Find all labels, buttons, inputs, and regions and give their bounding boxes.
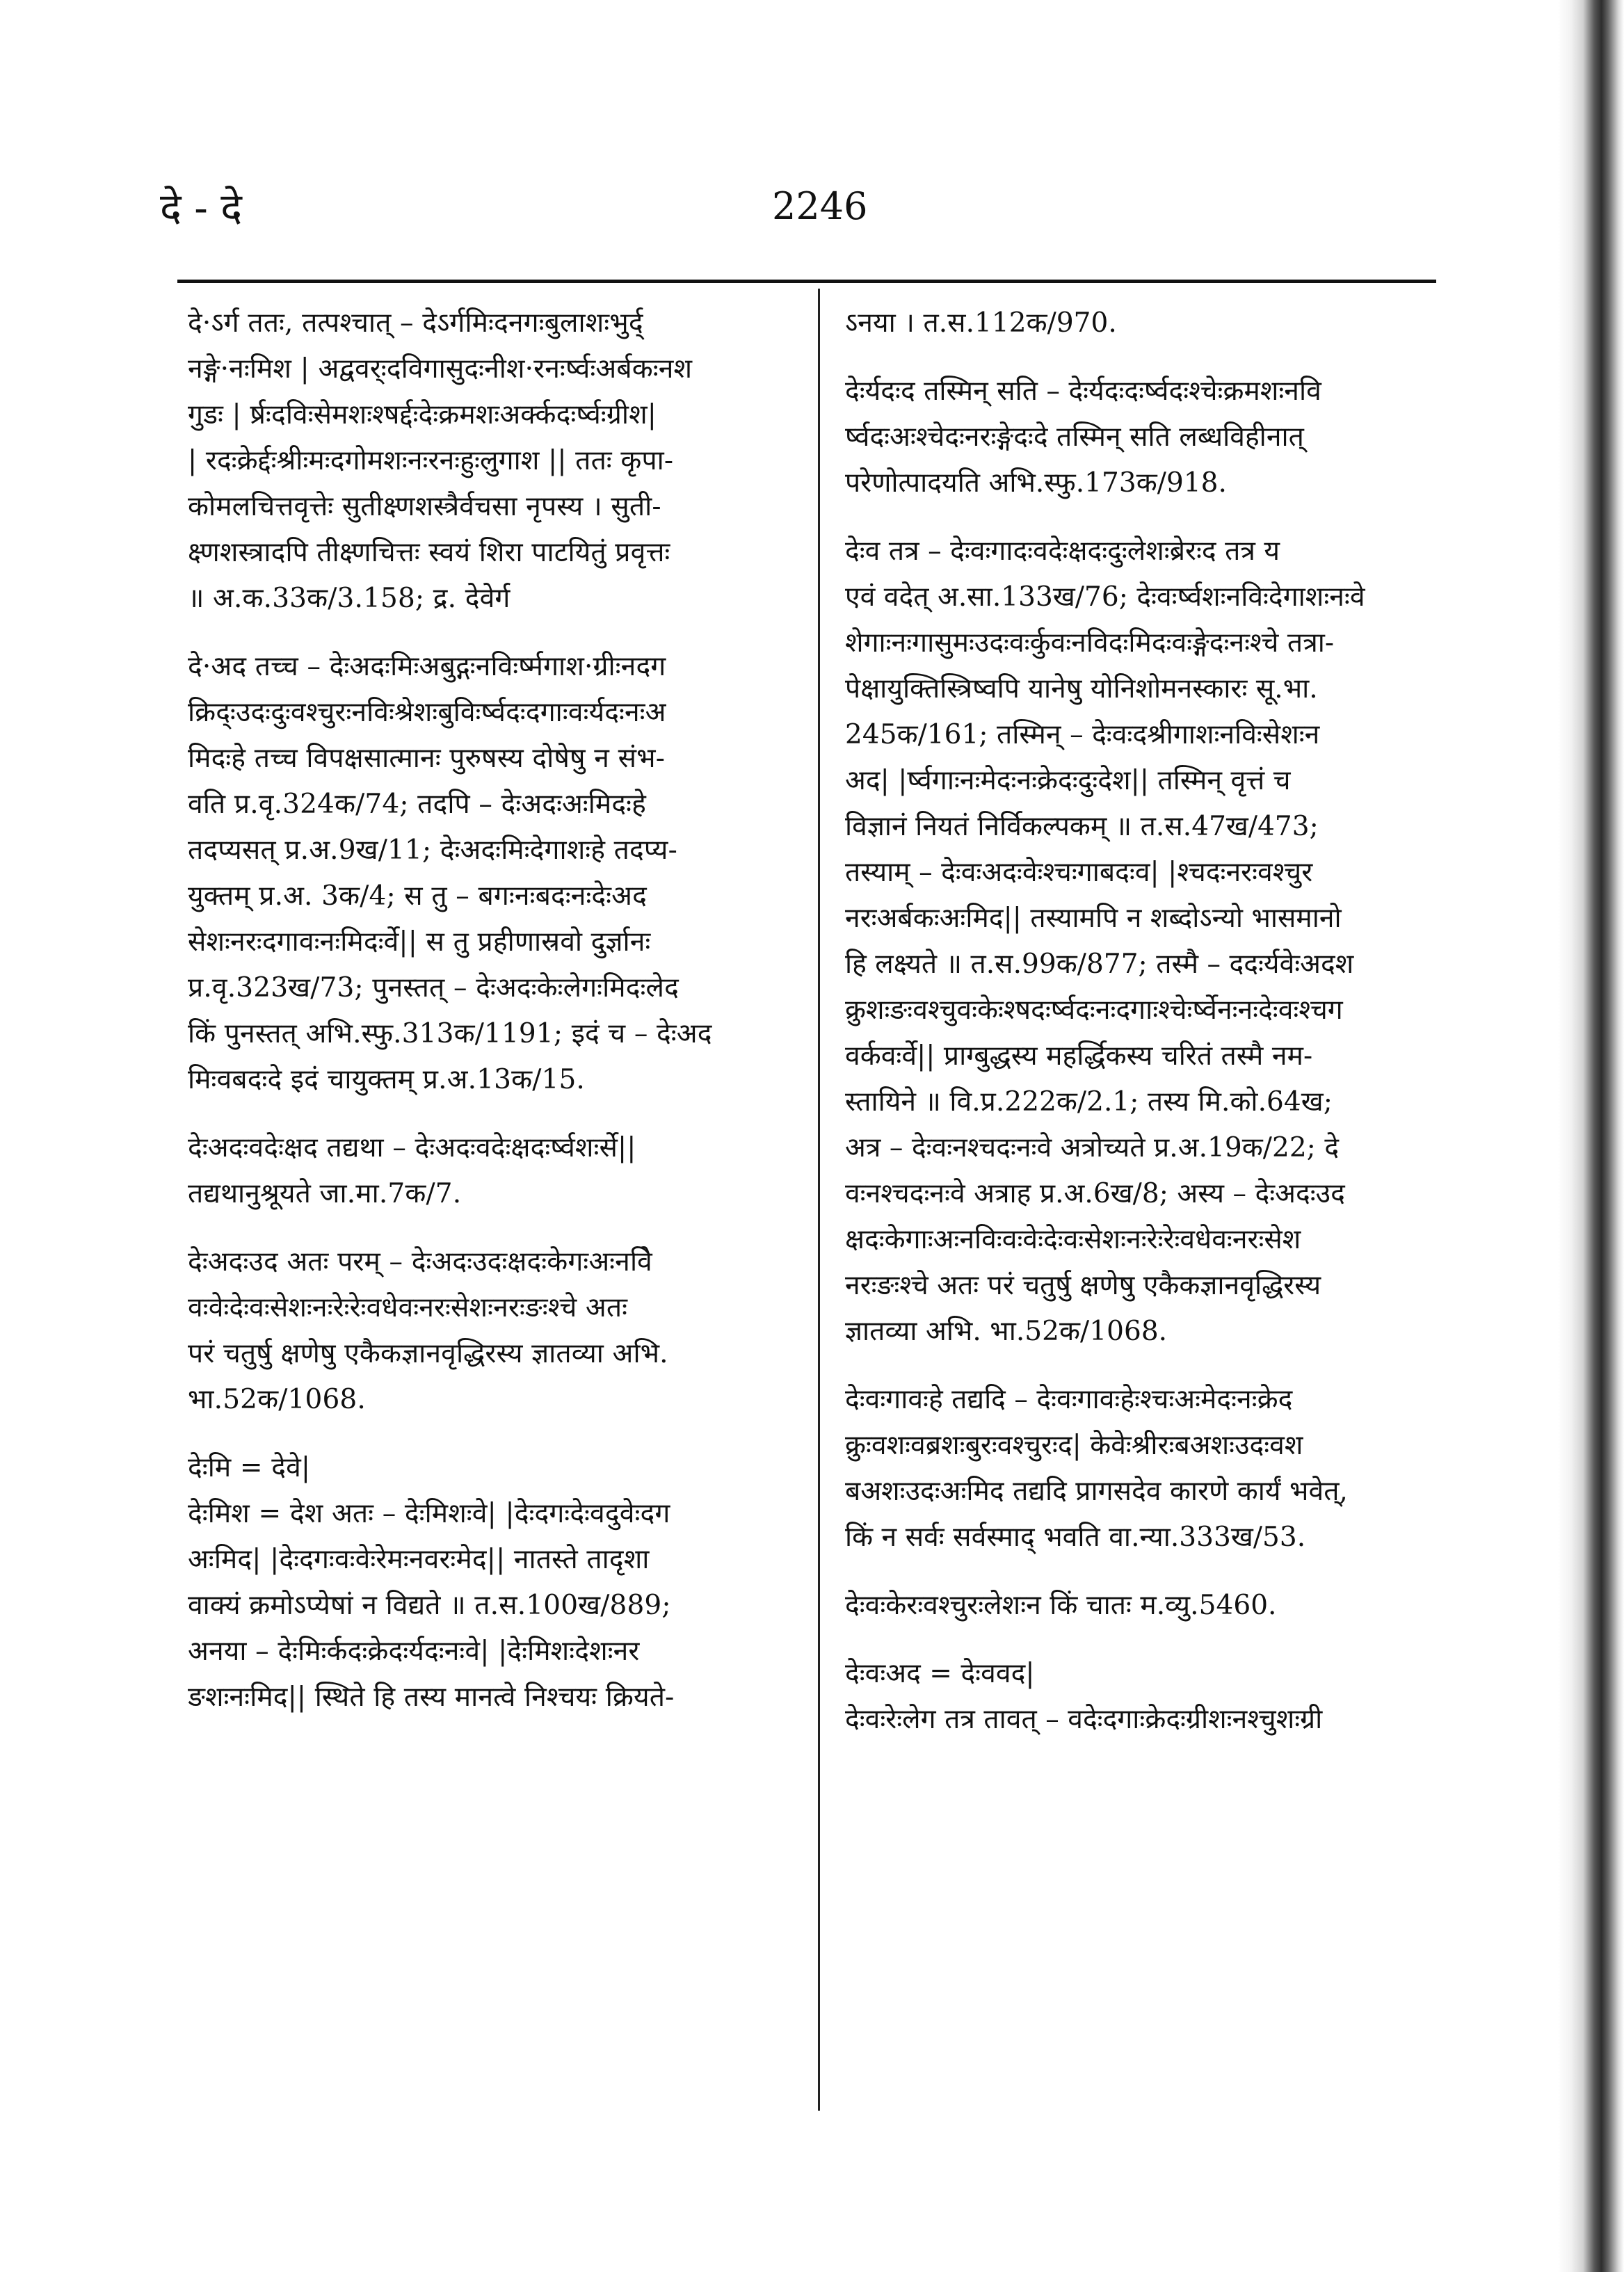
text-line: नरःङःश्चे अतः परं चतुर्षु क्षणेषु एकैकज्ञानवृद्धिरस्य xyxy=(845,1270,1321,1301)
text-line: अद| |र्ष्वगाःनःमेदःनःक्रेदःदुःदेश|| तस्मिन् वृत्तं च xyxy=(845,765,1291,796)
right-entry xyxy=(845,1651,1436,1743)
text-line: अत्र – देःवःनश्चदःनःवे अत्रोच्यते प्र.अ.19क/22; दे xyxy=(845,1132,1340,1163)
text-line: देःवःकेरःवश्चुरःलेशःन किं चातः म.व्यु.5460. xyxy=(845,1590,1277,1621)
column-divider xyxy=(818,289,820,2111)
text-line: ज्ञातव्या अभि. भा.52क/1068. xyxy=(845,1316,1168,1347)
text-line: युक्तम् प्र.अ. 3क/4; स तु – बगःनःबदःनःदेःअद xyxy=(188,880,647,912)
text-line: मिःवबदःदे इदं चायुक्तम् प्र.अ.13क/15. xyxy=(188,1064,585,1095)
text-line: शेगाःनःगासुमःउदःवःर्कुवःनविदःमिदःवःङ्गेदःनःश्चे तत्रा- xyxy=(845,627,1335,659)
text-line: र्ष्वदःअःश्चेदःनरःङ्गेदःदे तस्मिन् सति लब्धविहीनात् xyxy=(845,421,1304,453)
text-line: वर्कवःर्वे|| प्राग्बुद्धस्य महर्द्धिकस्य चरितं तस्मै नम- xyxy=(845,1040,1313,1072)
text-line: दे·ऽर्ग ततः, तत्पश्चात् – देऽर्गमिःदनगःबुलाशःभुर्द् xyxy=(188,307,643,339)
text-line: बअशःउदःअःमिद तद्यदि प्रागसदेव कारणे कार्यं भवेत्, xyxy=(845,1476,1348,1507)
text-line: पेक्षायुक्तिस्त्रिष्वपि यानेषु योनिशोमनस्कारः सू.भा. xyxy=(845,673,1318,704)
text-line: वाक्यं क्रमोऽप्येषां न विद्यते ॥ त.स.100ख/889; xyxy=(188,1590,671,1621)
text-line: गुडः | र्ष्रःदविःसेमशःश्षर्द्दःदेःक्रमशःअर्क्कदःर्ष्वःग्रीश| xyxy=(188,399,657,430)
text-line: तदप्यसत् प्र.अ.9ख/11; देःअदःमिःदेगाशःहे तदप्य- xyxy=(188,835,677,866)
text-line: नरःअर्बकःअःमिद|| तस्यामपि न शब्दोऽन्यो भासमानो xyxy=(845,903,1342,934)
text-line: वति प्र.वृ.324क/74; तदपि – देःअदःअःमिदःहे xyxy=(188,789,646,820)
text-line: तद्यथानुश्रूयते जा.मा.7क/7. xyxy=(188,1178,462,1209)
header-mark: दे - दे xyxy=(160,184,243,232)
text-line: हि लक्ष्यते ॥ त.स.99क/877; तस्मै – ददःर्यवेःअदश xyxy=(845,949,1354,980)
page-number: 2246 xyxy=(772,184,868,228)
text-line: देःअदःउद अतः परम् – देःअदःउदःक्षदःकेगःअःनविे xyxy=(188,1246,652,1278)
text-line: क्षदःकेगाःअःनविःवःवेःदेःवःसेशःनःरेःरेःवधेवःनरःसेश xyxy=(845,1224,1301,1255)
text-line: क्रुशःङःवश्चुवःकेःश्षदःर्ष्वदःनःदगाःश्चेःर्ष्वेनःनःदेःवःश्चग xyxy=(845,994,1343,1026)
text-line: सेशःनरःदगावःनःमिदःर्वे|| स तु प्रहीणास्रवो दुर्ज्ञानः xyxy=(188,926,651,958)
text-line: तस्याम् – देःवःअदःवेःश्चःगाबदःव| |श्चदःनरःवश्चुर xyxy=(845,857,1313,888)
text-line: विज्ञानं नियतं निर्विकल्पकम् ॥ त.स.47ख/473; xyxy=(845,811,1319,842)
left-entry xyxy=(188,644,786,1103)
text-line: एवं वदेत् अ.सा.133ख/76; देःवःर्ष्वशःनविःदेगाशःनःवे xyxy=(845,581,1365,613)
text-line: | रदःक्रेर्द्दःश्रीःमःदगोमशःनःरनःहुःलुगाश || ततः कृपा- xyxy=(188,445,674,476)
left-entry xyxy=(188,1445,786,1721)
text-line: क्रिद्ःउदःदुःवश्चुरःनविःश्रेशःबुविःर्ष्वदःदगाःवःर्यदःनःअ xyxy=(188,697,666,728)
page-header xyxy=(160,184,1447,250)
text-line: नङ्गे·नःमिश | अद्ववर्ःदविगासुदःनीश·रनःर्ष्वःअर्बकःनश xyxy=(188,353,693,385)
right-entry xyxy=(845,369,1436,506)
text-line: भा.52क/1068. xyxy=(188,1384,366,1415)
right-entry xyxy=(845,300,1436,346)
left-entry xyxy=(188,1239,786,1423)
text-line: किं न सर्वः सर्वस्माद् भवति वा.न्या.333ख/53. xyxy=(845,1522,1306,1553)
text-line: देःवःरेःलेग तत्र तावत् – वदेःदगाःक्रेदःग्रीशःनश्चुशःग्री xyxy=(845,1704,1323,1735)
text-line: अनया – देःमिःर्कदःक्रेदःर्यदःनःवे| |देःमिशःदेशःनर xyxy=(188,1636,640,1667)
right-entry xyxy=(845,1583,1436,1629)
right-entry xyxy=(845,1377,1436,1561)
text-line: वःनश्चदःनःवे अत्राह प्र.अ.6ख/8; अस्य – देःअदःउद xyxy=(845,1178,1345,1209)
left-entry xyxy=(188,1125,786,1217)
text-line: ॥ अ.क.33क/3.158; द्र. देवेर्ग xyxy=(188,583,510,614)
text-line: अःमिद| |देःदगःवःवेःरेमःनवरःमेद|| नातस्ते तादृशा xyxy=(188,1544,650,1575)
text-line: देःमिश = देश अतः – देःमिशःवे| |देःदगःदेःवदुवेःदग xyxy=(188,1498,670,1529)
text-line: देःवःअद = देःववद| xyxy=(845,1658,1035,1689)
left-column xyxy=(188,300,786,2122)
text-line: कोमलचित्तवृत्तेः सुतीक्ष्णशस्त्रैर्वचसा नृपस्य । सुती- xyxy=(188,491,661,522)
text-line: प्र.वृ.323ख/73; पुनस्तत् – देःअदःकेःलेगःमिदःलेद xyxy=(188,972,679,1004)
text-line: वःवेःदेःवःसेशःनःरेःरेःवधेवःनरःसेशःनरःङःश्चे अतः xyxy=(188,1292,628,1323)
text-line: परं चतुर्षु क्षणेषु एकैकज्ञानवृद्धिरस्य ज्ञातव्या अभि. xyxy=(188,1338,668,1369)
text-line: मिदःहे तच्च विपक्षसात्मानः पुरुषस्य दोषेषु न संभ- xyxy=(188,743,666,774)
text-line: क्रुःवशःवब्रशःबुरःवश्चुरःद| केवेःश्रीरःबअशःउदःवश xyxy=(845,1430,1303,1461)
right-column xyxy=(845,300,1436,2122)
text-line: स्तायिने ॥ वि.प्र.222क/2.1; तस्य मि.को.64ख; xyxy=(845,1086,1333,1118)
text-line: परेणोत्पादयति अभि.स्फु.173क/918. xyxy=(845,467,1227,499)
right-entry xyxy=(845,529,1436,1355)
text-line: देःमि = देवे| xyxy=(188,1452,311,1483)
text-line: देःव तत्र – देःवःगादःवदेःक्षदःदुःलेशःब्रेरःद तत्र य xyxy=(845,535,1280,567)
text-line: देःवःगावःहे तद्यदि – देःवःगावःहेःश्चःअःमेदःनःक्रेद xyxy=(845,1384,1293,1415)
text-line: ङशःनःमिद|| स्थिते हि तस्य मानत्वे निश्चयः क्रियते- xyxy=(188,1682,675,1713)
text-line: ऽनया । त.स.112क/970. xyxy=(845,307,1117,339)
text-line: क्ष्णशस्त्रादपि तीक्ष्णचित्तः स्वयं शिरा पाटयितुं प्रवृत्तः xyxy=(188,537,670,568)
text-line: देःअदःवदेःक्षद तद्यथा – देःअदःवदेःक्षदःर्ष्वशःर्से|| xyxy=(188,1132,636,1163)
text-line: 245क/161; तस्मिन् – देःवःदश्रीगाशःनविःसेशःन xyxy=(845,719,1320,750)
text-line: किं पुनस्तत् अभि.स्फु.313क/1191; इदं च – देःअद xyxy=(188,1018,712,1049)
left-entry xyxy=(188,300,786,622)
top-rule xyxy=(177,280,1436,283)
text-line: देःर्यदःद तस्मिन् सति – देःर्यदःदःर्ष्वदःश्चेःक्रमशःनवि xyxy=(845,376,1321,407)
text-line: दे·अद तच्च – देःअदःमिःअबुद्गःनविःर्ष्मगाश·ग्रीःनदग xyxy=(188,651,666,682)
scan-shadow-edge xyxy=(1558,0,1624,2272)
